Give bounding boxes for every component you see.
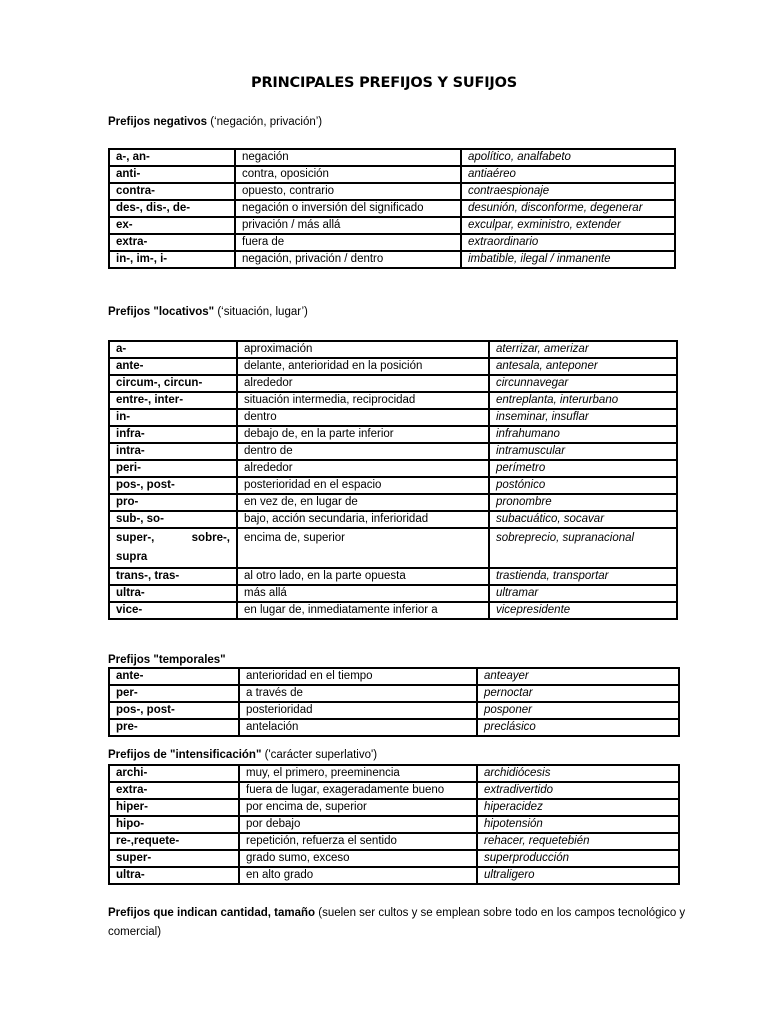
meaning-cell: dentro (237, 409, 489, 426)
table-row (109, 719, 679, 736)
section-heading-label: Prefijos negativos (108, 116, 208, 128)
examples-cell: contraespionaje (461, 183, 675, 200)
table-row (109, 183, 675, 200)
meaning-cell: delante, anterioridad en la posición (237, 358, 489, 375)
section-heading-label: Prefijos de "intensificación" (108, 749, 262, 761)
table-row (109, 166, 675, 183)
table-row (109, 867, 679, 884)
table-prefijos-temporales (108, 667, 680, 737)
examples-cell: apolítico, analfabeto (461, 149, 675, 166)
examples-cell: pernoctar (477, 685, 679, 702)
examples-cell: extradivertido (477, 782, 679, 799)
examples-cell: sobreprecio, supranacional (489, 528, 677, 568)
meaning-cell: en vez de, en lugar de (237, 494, 489, 511)
prefix-cell: pro- (109, 494, 237, 511)
table-prefijos-locativos (108, 340, 678, 620)
examples-cell: anteayer (477, 668, 679, 685)
table-row (109, 460, 677, 477)
meaning-cell: privación / más allá (235, 217, 461, 234)
prefix-cell: hiper- (109, 799, 239, 816)
meaning-cell: más allá (237, 585, 489, 602)
prefix-cell: ultra- (109, 867, 239, 884)
table-row (109, 149, 675, 166)
examples-cell: inseminar, insuflar (489, 409, 677, 426)
meaning-cell: encima de, superior (237, 528, 489, 568)
meaning-cell: aproximación (237, 341, 489, 358)
prefix-cell: contra- (109, 183, 235, 200)
section-heading-subtitle: ('carácter superlativo') (264, 749, 378, 761)
examples-cell: rehacer, requetebién (477, 833, 679, 850)
table-row (109, 816, 679, 833)
table-row (109, 833, 679, 850)
prefix-cell: ante- (109, 668, 239, 685)
footer-note (108, 904, 693, 942)
table-row (109, 782, 679, 799)
table-row (109, 585, 677, 602)
prefix-cell: ultra- (109, 585, 237, 602)
examples-cell: vicepresidente (489, 602, 677, 619)
examples-cell: ultramar (489, 585, 677, 602)
prefix-cell: sub-, so- (109, 511, 237, 528)
prefix-cell: pre- (109, 719, 239, 736)
examples-cell: archidiócesis (477, 765, 679, 782)
section-heading-intensificacion (108, 746, 377, 764)
prefix-cell: entre-, inter- (109, 392, 237, 409)
meaning-cell: grado sumo, exceso (239, 850, 477, 867)
table-row (109, 494, 677, 511)
prefix-cell: in-, im-, i- (109, 251, 235, 268)
table-row (109, 685, 679, 702)
table-row (109, 375, 677, 392)
table-row (109, 528, 677, 568)
prefix-cell: ante- (109, 358, 237, 375)
meaning-cell: negación, privación / dentro (235, 251, 461, 268)
examples-cell: desunión, disconforme, degenerar (461, 200, 675, 217)
table-row (109, 850, 679, 867)
table-prefijos-negativos (108, 148, 676, 269)
meaning-cell: por encima de, superior (239, 799, 477, 816)
prefix-cell: archi- (109, 765, 239, 782)
examples-cell: antesala, anteponer (489, 358, 677, 375)
examples-cell: circunnavegar (489, 375, 677, 392)
section-heading-subtitle: (‘negación, privación’) (210, 116, 323, 128)
examples-cell: postónico (489, 477, 677, 494)
prefix-cell: a-, an- (109, 149, 235, 166)
examples-cell: subacuático, socavar (489, 511, 677, 528)
meaning-cell: debajo de, en la parte inferior (237, 426, 489, 443)
table-row (109, 765, 679, 782)
table-row (109, 443, 677, 460)
examples-cell: hiperacidez (477, 799, 679, 816)
meaning-cell: situación intermedia, reciprocidad (237, 392, 489, 409)
examples-cell: preclásico (477, 719, 679, 736)
prefix-cell: pos-, post- (109, 702, 239, 719)
meaning-cell: alrededor (237, 375, 489, 392)
table-row (109, 234, 675, 251)
meaning-cell: en lugar de, inmediatamente inferior a (237, 602, 489, 619)
meaning-cell: alrededor (237, 460, 489, 477)
prefix-cell: in- (109, 409, 237, 426)
table-row (109, 702, 679, 719)
meaning-cell: dentro de (237, 443, 489, 460)
table-row (109, 341, 677, 358)
prefix-part: sobre-, (191, 532, 230, 544)
examples-cell: hipotensión (477, 816, 679, 833)
meaning-cell: posterioridad en el espacio (237, 477, 489, 494)
page-title: PRINCIPALES PREFIJOS Y SUFIJOS (251, 75, 517, 91)
meaning-cell: en alto grado (239, 867, 477, 884)
section-heading-locativos (108, 303, 308, 321)
meaning-cell: fuera de lugar, exageradamente bueno (239, 782, 477, 799)
prefix-cell: a- (109, 341, 237, 358)
prefix-cell: extra- (109, 234, 235, 251)
examples-cell: superproducción (477, 850, 679, 867)
table-row (109, 799, 679, 816)
section-heading-negativos (108, 113, 322, 131)
prefix-cell: pos-, post- (109, 477, 237, 494)
table-row (109, 426, 677, 443)
prefix-cell: trans-, tras- (109, 568, 237, 585)
prefix-line (116, 529, 230, 548)
examples-cell: intramuscular (489, 443, 677, 460)
examples-cell: imbatible, ilegal / inmanente (461, 251, 675, 268)
table-row (109, 668, 679, 685)
footer-note-text: (suelen ser cultos y se emplean sobre todo en los campos tecnológico y comercial) (108, 907, 686, 938)
table-row (109, 358, 677, 375)
prefix-cell: peri- (109, 460, 237, 477)
meaning-cell: por debajo (239, 816, 477, 833)
examples-cell: pronombre (489, 494, 677, 511)
examples-cell: perímetro (489, 460, 677, 477)
meaning-cell: contra, oposición (235, 166, 461, 183)
meaning-cell: bajo, acción secundaria, inferioridad (237, 511, 489, 528)
prefix-cell: des-, dis-, de- (109, 200, 235, 217)
prefix-cell: intra- (109, 443, 237, 460)
prefix-cell: per- (109, 685, 239, 702)
meaning-cell: antelación (239, 719, 477, 736)
table-row (109, 251, 675, 268)
table-row (109, 602, 677, 619)
table-row (109, 568, 677, 585)
meaning-cell: repetición, refuerza el sentido (239, 833, 477, 850)
table-row (109, 409, 677, 426)
meaning-cell: negación o inversión del significado (235, 200, 461, 217)
section-heading-subtitle: (‘situación, lugar’) (217, 306, 308, 318)
prefix-cell: super- (109, 850, 239, 867)
examples-cell: exculpar, exministro, extender (461, 217, 675, 234)
prefix-part: super-, (116, 532, 155, 544)
section-heading-label: Prefijos "locativos" (108, 306, 215, 318)
table-row (109, 217, 675, 234)
table-row (109, 511, 677, 528)
prefix-cell: circum-, circun- (109, 375, 237, 392)
meaning-cell: negación (235, 149, 461, 166)
meaning-cell: al otro lado, en la parte opuesta (237, 568, 489, 585)
meaning-cell: posterioridad (239, 702, 477, 719)
prefix-cell: hipo- (109, 816, 239, 833)
meaning-cell: anterioridad en el tiempo (239, 668, 477, 685)
examples-cell: entreplanta, interurbano (489, 392, 677, 409)
prefix-cell (109, 528, 237, 568)
examples-cell: aterrizar, amerizar (489, 341, 677, 358)
prefix-cell: infra- (109, 426, 237, 443)
prefix-cell: vice- (109, 602, 237, 619)
meaning-cell: fuera de (235, 234, 461, 251)
section-heading-label: Prefijos "temporales" (108, 654, 226, 666)
prefix-cell: anti- (109, 166, 235, 183)
table-row (109, 392, 677, 409)
prefix-cell: ex- (109, 217, 235, 234)
examples-cell: infrahumano (489, 426, 677, 443)
prefix-line: supra (116, 551, 148, 563)
examples-cell: antiaéreo (461, 166, 675, 183)
prefix-cell: re-,requete- (109, 833, 239, 850)
examples-cell: trastienda, transportar (489, 568, 677, 585)
meaning-cell: opuesto, contrario (235, 183, 461, 200)
table-prefijos-intensificacion (108, 764, 680, 885)
table-row (109, 200, 675, 217)
footer-note-heading: Prefijos que indican cantidad, tamaño (108, 907, 316, 919)
examples-cell: posponer (477, 702, 679, 719)
examples-cell: ultraligero (477, 867, 679, 884)
meaning-cell: a través de (239, 685, 477, 702)
examples-cell: extraordinario (461, 234, 675, 251)
prefix-cell: extra- (109, 782, 239, 799)
table-row (109, 477, 677, 494)
meaning-cell: muy, el primero, preeminencia (239, 765, 477, 782)
